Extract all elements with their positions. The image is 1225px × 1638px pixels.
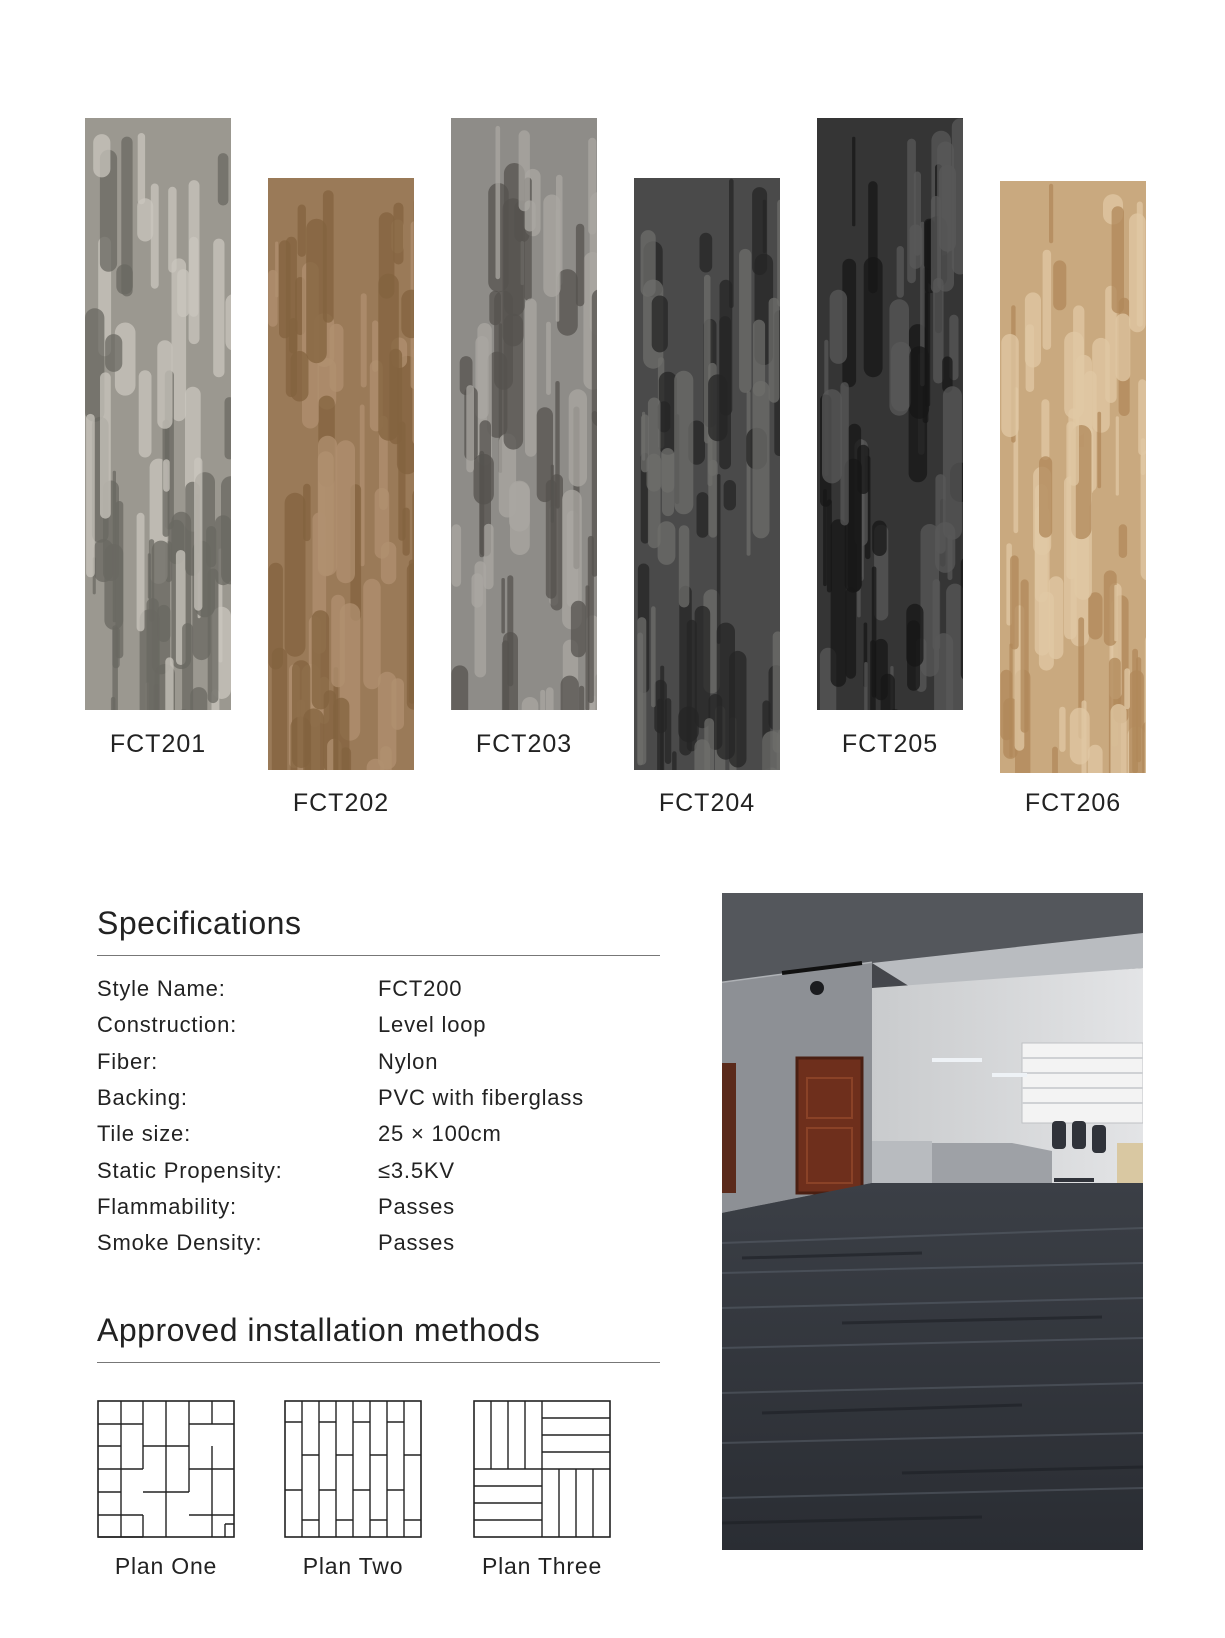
tile-code-label: FCT206	[1024, 789, 1122, 817]
tile-code-label: FCT204	[658, 789, 756, 817]
spec-row	[97, 1194, 697, 1230]
plan-three-label: Plan Three	[481, 1553, 603, 1579]
installation-heading: Approved installation methods	[97, 1312, 541, 1348]
plan-two-label: Plan Two	[302, 1553, 404, 1579]
spec-row	[97, 1012, 697, 1048]
carpet-tile-swatch	[817, 118, 963, 710]
plan-two-diagram	[284, 1400, 422, 1538]
brick-pattern-icon	[284, 1400, 422, 1538]
spec-label: Tile size:	[97, 1121, 191, 1147]
spec-row	[97, 1158, 697, 1194]
spec-label: Smoke Density:	[97, 1230, 263, 1256]
spec-label: Flammability:	[97, 1193, 237, 1219]
tile-code-label: FCT201	[109, 730, 207, 758]
carpet-tile-swatch	[85, 118, 231, 710]
carpet-tile-swatch	[1000, 181, 1146, 773]
spec-value: FCT200	[378, 976, 463, 1001]
installation-divider	[97, 1362, 660, 1363]
spec-value: Passes	[378, 1230, 455, 1256]
room-scene-image	[722, 893, 1143, 1550]
tile-code-label: FCT202	[292, 789, 390, 817]
plan-one-label: Plan One	[114, 1553, 218, 1579]
spec-value: Level loop	[378, 1012, 487, 1038]
specifications-divider	[97, 955, 660, 956]
spec-value: Passes	[378, 1193, 455, 1219]
spec-value: 25 × 100cm	[378, 1121, 502, 1147]
plan-one-diagram	[97, 1400, 235, 1538]
tile-code-label: FCT203	[475, 730, 573, 758]
plan-three-diagram	[473, 1400, 611, 1538]
basketweave-pattern-icon	[473, 1400, 611, 1538]
spec-label: Fiber:	[97, 1048, 159, 1074]
spec-row	[97, 1049, 697, 1085]
spec-row	[97, 1230, 697, 1266]
carpet-tile-swatch	[451, 118, 597, 710]
spec-value: Nylon	[378, 1048, 439, 1074]
spec-row	[97, 1085, 697, 1121]
tile-code-label: FCT205	[841, 730, 939, 758]
carpet-tile-swatch	[634, 178, 780, 770]
spec-row	[97, 976, 697, 1012]
specifications-heading: Specifications	[97, 905, 302, 941]
herringbone-pattern-icon	[97, 1400, 235, 1538]
spec-label: Static Propensity:	[97, 1157, 283, 1183]
spec-label: Style Name:	[97, 976, 226, 1001]
spec-label: Construction:	[97, 1012, 238, 1038]
spec-value: PVC with fiberglass	[378, 1084, 584, 1110]
spec-value: ≤3.5KV	[378, 1157, 455, 1183]
spec-label: Backing:	[97, 1084, 188, 1110]
spec-row	[97, 1121, 697, 1157]
carpet-tile-swatch	[268, 178, 414, 770]
